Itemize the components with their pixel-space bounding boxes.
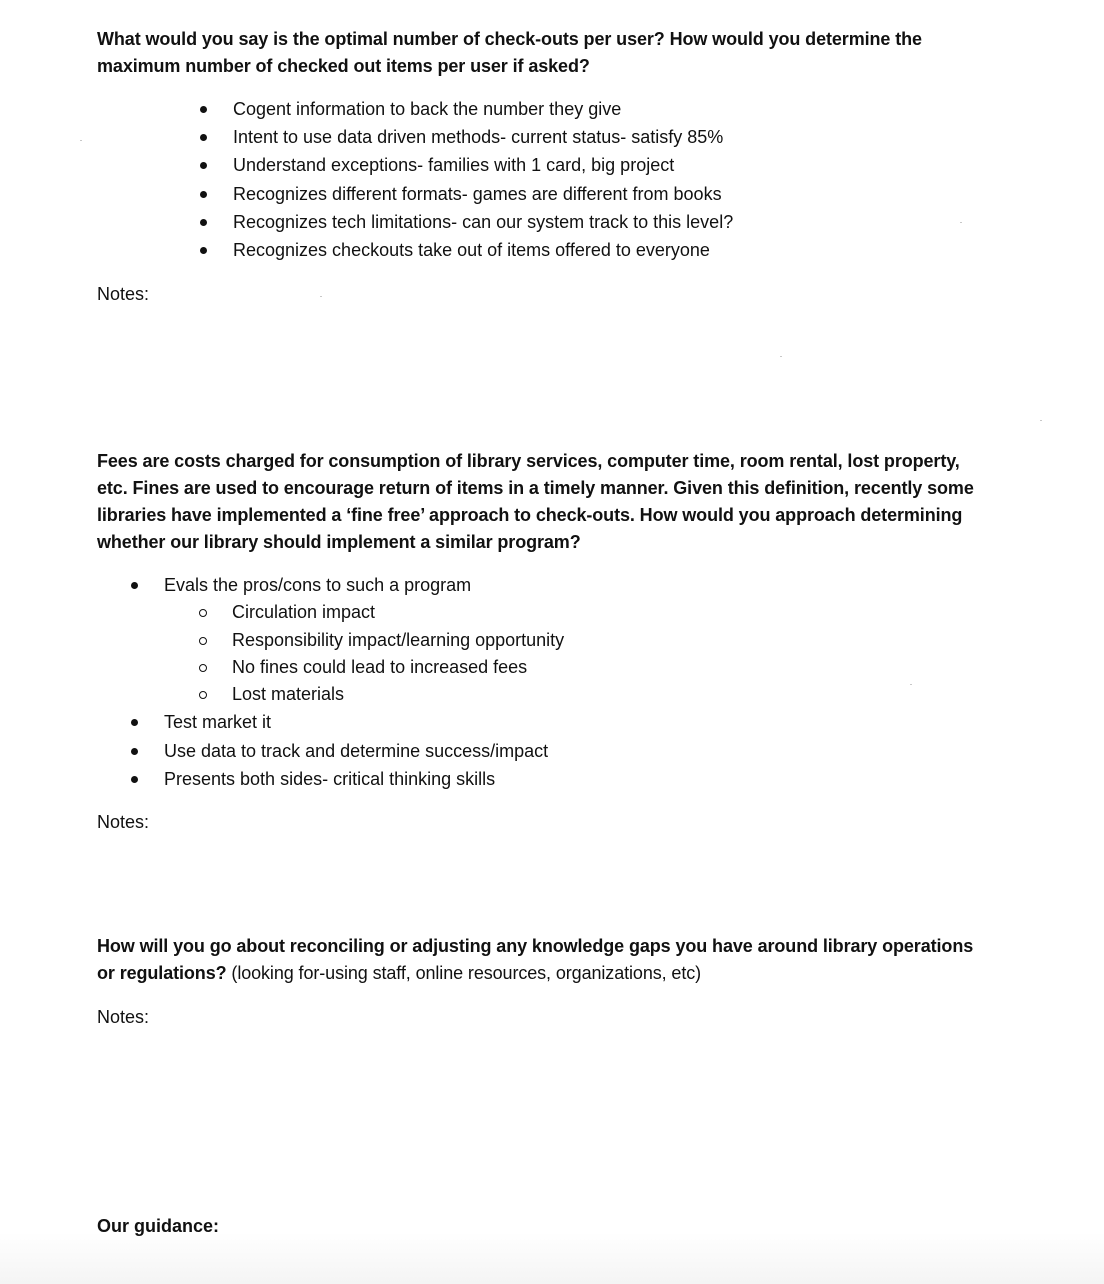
bullet-icon: [131, 719, 138, 726]
bullet-icon: [131, 748, 138, 755]
bullet-icon: [131, 582, 138, 589]
scan-speck: [960, 222, 962, 223]
sub-list-item: No fines could lead to increased fees: [232, 654, 564, 681]
notes-label: Notes:: [97, 812, 150, 832]
list-item: Recognizes different formats- games are different from books: [233, 180, 733, 208]
bullet-icon: [200, 219, 207, 226]
sub-list-item: Lost materials: [232, 681, 564, 708]
list-item: Recognizes tech limitations- can our system track to this level?: [233, 208, 733, 236]
list-item: Intent to use data driven methods- current status- satisfy 85%: [233, 123, 733, 151]
notes-label: Notes:: [97, 1007, 150, 1027]
question-note: (looking for-using staff, online resources, organizations, etc): [231, 963, 702, 983]
list-item: Recognizes checkouts take out of items offered to everyone: [233, 236, 733, 264]
sub-list-item: Circulation impact: [232, 599, 564, 626]
bullet-icon: [200, 106, 207, 113]
bullet-icon: [200, 162, 207, 169]
list-item: Presents both sides- critical thinking skills: [164, 765, 564, 793]
bullet-icon: [131, 776, 138, 783]
sub-list: [164, 599, 564, 708]
list-item: Test market it: [164, 708, 564, 736]
circle-bullet-icon: [199, 691, 207, 699]
circle-bullet-icon: [199, 609, 207, 617]
circle-bullet-icon: [199, 637, 207, 645]
sub-list-item: Responsibility impact/learning opportunity: [232, 627, 564, 654]
list-item: Understand exceptions- families with 1 card, big project: [233, 151, 733, 179]
question-checkout-limit: What would you say is the optimal number of check-outs per user? How would you determine the maximum number of checked out items per user if asked?: [97, 29, 922, 76]
bullet-icon: [200, 191, 207, 198]
list-item: Cogent information to back the number they give: [233, 95, 733, 123]
question-knowledge-gaps: How will you go about reconciling or adjusting any knowledge gaps you have around library operations or regulations? (looking for-using staff, online resources, organizations, etc): [97, 936, 974, 983]
scan-speck: [80, 140, 82, 141]
bullet-icon: [200, 247, 207, 254]
question-fine-free: Fees are costs charged for consumption of library services, computer time, room rental, lost property, etc. Fines are used to encourage return of items in a timely manner. Given this definition, recently some libraries have implemented a ‘fine free’ approach to check-outs. How would you approach determining whether our library should implement a similar program?: [97, 451, 974, 552]
circle-bullet-icon: [199, 664, 207, 672]
scan-speck: [1040, 420, 1042, 421]
scan-speck: [320, 296, 322, 297]
list-item: Use data to track and determine success/impact: [164, 737, 564, 765]
scan-speck: [910, 684, 912, 685]
scan-speck: [780, 356, 782, 357]
criteria-list-checkout: [233, 95, 733, 264]
guidance-label: Our guidance:: [97, 1216, 220, 1236]
notes-label: Notes:: [97, 284, 150, 304]
criteria-list-fine-free: [164, 571, 564, 793]
bullet-icon: [200, 134, 207, 141]
list-item: Evals the pros/cons to such a program Circulation impact Responsibility impact/learning opportunity No fines could lead to increased fees Lost materials: [164, 571, 564, 708]
